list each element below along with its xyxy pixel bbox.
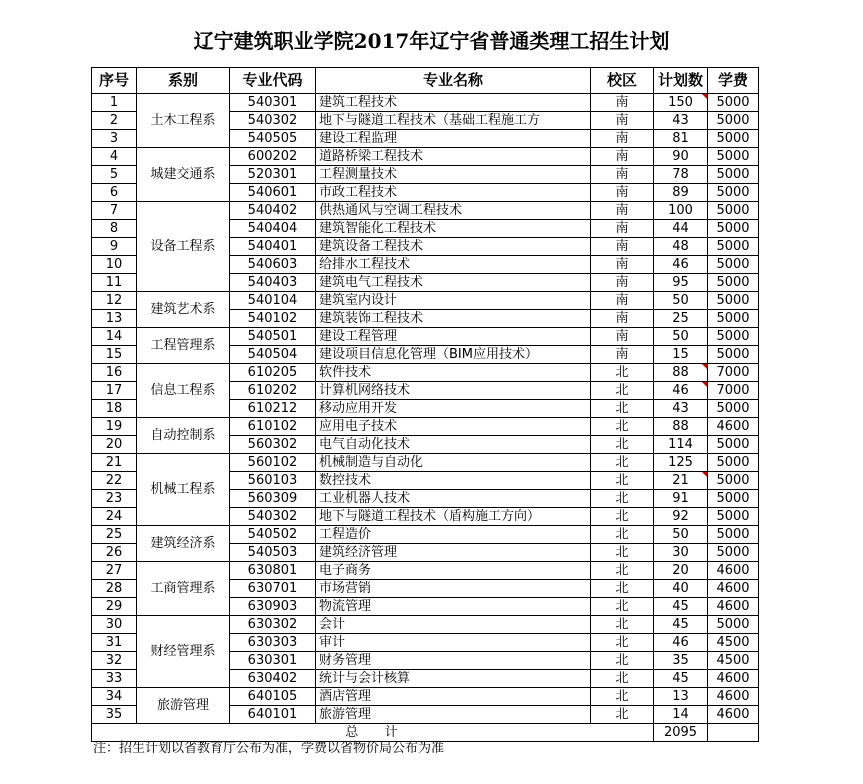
plan-count-cell (654, 508, 708, 526)
plan-count-cell (654, 418, 708, 436)
plan-count-cell (654, 400, 708, 418)
table-row (92, 688, 759, 706)
major-name-cell: 物流管理 (316, 598, 591, 616)
plan-count-cell (654, 436, 708, 454)
major-name-cell: 市场营销 (316, 580, 591, 598)
major-code-cell: 630402 (230, 670, 316, 688)
tuition-cell: 5000 (708, 130, 759, 148)
major-name-cell: 供热通风与空调工程技术 (316, 202, 591, 220)
major-code-cell: 630303 (230, 634, 316, 652)
plan-count-value: 50 (672, 329, 689, 344)
major-code-cell: 560102 (230, 454, 316, 472)
serial-no-cell: 3 (92, 130, 137, 148)
plan-count-value: 25 (672, 311, 689, 326)
plan-count-value: 45 (672, 617, 689, 632)
campus-cell: 北 (591, 580, 654, 598)
plan-count-cell (654, 688, 708, 706)
campus-cell: 南 (591, 202, 654, 220)
table-row (92, 94, 759, 112)
major-code-cell: 540503 (230, 544, 316, 562)
plan-count-value: 95 (672, 275, 689, 290)
tuition-cell: 4600 (708, 706, 759, 724)
plan-count-value: 88 (672, 419, 689, 434)
serial-no-cell: 35 (92, 706, 137, 724)
footnote: 注：招生计划以省教育厅公布为准，学费以省物价局公布为准 (93, 741, 445, 756)
cell-comment-indicator[interactable] (702, 94, 707, 99)
campus-cell: 北 (591, 616, 654, 634)
total-value: 2095 (654, 724, 708, 742)
campus-cell: 北 (591, 418, 654, 436)
serial-no-cell: 25 (92, 526, 137, 544)
tuition-cell: 5000 (708, 166, 759, 184)
major-code-cell: 600202 (230, 148, 316, 166)
plan-count-value: 45 (672, 671, 689, 686)
tuition-cell: 5000 (708, 274, 759, 292)
campus-cell: 北 (591, 706, 654, 724)
major-name-cell: 软件技术 (316, 364, 591, 382)
plan-count-value: 43 (672, 401, 689, 416)
plan-count-value: 35 (672, 653, 689, 668)
tuition-cell: 4600 (708, 580, 759, 598)
major-code-cell: 540603 (230, 256, 316, 274)
major-name-cell: 地下与隧道工程技术（基础工程施工方 (316, 112, 591, 130)
plan-count-value: 14 (672, 707, 689, 722)
plan-count-cell (654, 382, 708, 400)
table-header-row (92, 68, 759, 94)
header-major-name: 专业名称 (316, 68, 591, 94)
major-name-cell: 建筑经济管理 (316, 544, 591, 562)
plan-count-cell (654, 580, 708, 598)
major-code-cell: 630301 (230, 652, 316, 670)
serial-no-cell: 31 (92, 634, 137, 652)
plan-count-value: 15 (672, 347, 689, 362)
serial-no-cell: 23 (92, 490, 137, 508)
plan-count-cell (654, 130, 708, 148)
major-name-cell: 财务管理 (316, 652, 591, 670)
major-name-cell: 移动应用开发 (316, 400, 591, 418)
plan-count-cell (654, 238, 708, 256)
tuition-cell: 5000 (708, 310, 759, 328)
table-row (92, 328, 759, 346)
major-name-cell: 市政工程技术 (316, 184, 591, 202)
plan-count-cell (654, 454, 708, 472)
table-row (92, 202, 759, 220)
campus-cell: 北 (591, 544, 654, 562)
serial-no-cell: 19 (92, 418, 137, 436)
serial-no-cell: 9 (92, 238, 137, 256)
major-name-cell: 计算机网络技术 (316, 382, 591, 400)
plan-count-value: 150 (668, 95, 693, 110)
major-name-cell: 工业机器人技术 (316, 490, 591, 508)
plan-count-cell (654, 184, 708, 202)
tuition-cell: 5000 (708, 220, 759, 238)
tuition-cell: 5000 (708, 94, 759, 112)
campus-cell: 南 (591, 220, 654, 238)
plan-count-value: 90 (672, 149, 689, 164)
department-cell: 设备工程系 (137, 202, 230, 292)
campus-cell: 南 (591, 148, 654, 166)
plan-count-cell (654, 346, 708, 364)
plan-count-value: 114 (668, 437, 693, 452)
plan-count-cell (654, 166, 708, 184)
serial-no-cell: 1 (92, 94, 137, 112)
total-tuition-empty (708, 724, 759, 742)
table-row (92, 148, 759, 166)
tuition-cell: 5000 (708, 238, 759, 256)
tuition-cell: 5000 (708, 454, 759, 472)
plan-count-cell (654, 562, 708, 580)
major-code-cell: 540104 (230, 292, 316, 310)
campus-cell: 南 (591, 292, 654, 310)
campus-cell: 北 (591, 652, 654, 670)
header-major-code: 专业代码 (230, 68, 316, 94)
major-code-cell: 540502 (230, 526, 316, 544)
major-name-cell: 电子商务 (316, 562, 591, 580)
table-row (92, 562, 759, 580)
major-code-cell: 540301 (230, 94, 316, 112)
tuition-cell: 4600 (708, 418, 759, 436)
plan-count-value: 30 (672, 545, 689, 560)
campus-cell: 北 (591, 526, 654, 544)
plan-count-value: 125 (668, 455, 693, 470)
plan-count-value: 78 (672, 167, 689, 182)
header-tuition: 学费 (708, 68, 759, 94)
tuition-cell: 5000 (708, 472, 759, 490)
tuition-cell: 5000 (708, 328, 759, 346)
enrollment-plan-table (91, 67, 759, 742)
serial-no-cell: 24 (92, 508, 137, 526)
serial-no-cell: 13 (92, 310, 137, 328)
major-name-cell: 地下与隧道工程技术（盾构施工方向） (316, 508, 591, 526)
major-name-cell: 应用电子技术 (316, 418, 591, 436)
major-name-cell: 道路桥梁工程技术 (316, 148, 591, 166)
tuition-cell: 7000 (708, 364, 759, 382)
plan-count-value: 20 (672, 563, 689, 578)
campus-cell: 北 (591, 562, 654, 580)
header-department: 系别 (137, 68, 230, 94)
major-code-cell: 630801 (230, 562, 316, 580)
tuition-cell: 5000 (708, 490, 759, 508)
major-code-cell: 640105 (230, 688, 316, 706)
plan-count-value: 92 (672, 509, 689, 524)
major-name-cell: 给排水工程技术 (316, 256, 591, 274)
campus-cell: 北 (591, 688, 654, 706)
major-code-cell: 540501 (230, 328, 316, 346)
plan-count-cell (654, 274, 708, 292)
major-name-cell: 酒店管理 (316, 688, 591, 706)
tuition-cell: 4600 (708, 562, 759, 580)
serial-no-cell: 21 (92, 454, 137, 472)
tuition-cell: 4500 (708, 634, 759, 652)
plan-count-value: 40 (672, 581, 689, 596)
major-name-cell: 建筑室内设计 (316, 292, 591, 310)
table-row (92, 454, 759, 472)
serial-no-cell: 14 (92, 328, 137, 346)
major-name-cell: 电气自动化技术 (316, 436, 591, 454)
plan-count-cell (654, 112, 708, 130)
page-title: 辽宁建筑职业学院2017年辽宁省普通类理工招生计划 (193, 29, 670, 53)
major-name-cell: 建设工程监理 (316, 130, 591, 148)
total-label: 总 计 (92, 724, 654, 742)
campus-cell: 南 (591, 346, 654, 364)
cell-comment-indicator[interactable] (702, 364, 707, 369)
tuition-cell: 5000 (708, 112, 759, 130)
serial-no-cell: 34 (92, 688, 137, 706)
department-cell: 城建交通系 (137, 148, 230, 202)
campus-cell: 南 (591, 94, 654, 112)
plan-count-value: 13 (672, 689, 689, 704)
tuition-cell: 5000 (708, 526, 759, 544)
plan-count-cell (654, 670, 708, 688)
header-serial-no: 序号 (92, 68, 137, 94)
plan-count-cell (654, 544, 708, 562)
plan-count-value: 21 (672, 473, 689, 488)
major-code-cell: 540601 (230, 184, 316, 202)
campus-cell: 南 (591, 256, 654, 274)
tuition-cell: 5000 (708, 436, 759, 454)
plan-count-value: 50 (672, 293, 689, 308)
major-code-cell: 560103 (230, 472, 316, 490)
serial-no-cell: 15 (92, 346, 137, 364)
plan-count-cell (654, 202, 708, 220)
serial-no-cell: 5 (92, 166, 137, 184)
campus-cell: 北 (591, 436, 654, 454)
plan-count-cell (654, 472, 708, 490)
serial-no-cell: 18 (92, 400, 137, 418)
major-name-cell: 建筑装饰工程技术 (316, 310, 591, 328)
major-code-cell: 610212 (230, 400, 316, 418)
tuition-cell: 4600 (708, 670, 759, 688)
plan-count-value: 46 (672, 257, 689, 272)
tuition-cell: 5000 (708, 544, 759, 562)
major-code-cell: 540401 (230, 238, 316, 256)
department-cell: 土木工程系 (137, 94, 230, 148)
campus-cell: 北 (591, 508, 654, 526)
major-name-cell: 工程测量技术 (316, 166, 591, 184)
plan-count-value: 100 (668, 203, 693, 218)
tuition-cell: 5000 (708, 202, 759, 220)
plan-count-cell (654, 364, 708, 382)
tuition-cell: 5000 (708, 256, 759, 274)
campus-cell: 南 (591, 310, 654, 328)
department-cell: 信息工程系 (137, 364, 230, 418)
plan-count-value: 44 (672, 221, 689, 236)
serial-no-cell: 6 (92, 184, 137, 202)
plan-count-cell (654, 94, 708, 112)
serial-no-cell: 33 (92, 670, 137, 688)
campus-cell: 北 (591, 382, 654, 400)
major-code-cell: 640101 (230, 706, 316, 724)
campus-cell: 南 (591, 328, 654, 346)
tuition-cell: 5000 (708, 292, 759, 310)
campus-cell: 北 (591, 454, 654, 472)
major-code-cell: 540102 (230, 310, 316, 328)
serial-no-cell: 8 (92, 220, 137, 238)
tuition-cell: 5000 (708, 400, 759, 418)
major-name-cell: 审计 (316, 634, 591, 652)
campus-cell: 南 (591, 184, 654, 202)
plan-count-value: 45 (672, 599, 689, 614)
serial-no-cell: 29 (92, 598, 137, 616)
plan-count-cell (654, 526, 708, 544)
serial-no-cell: 2 (92, 112, 137, 130)
department-cell: 工商管理系 (137, 562, 230, 616)
major-code-cell: 540302 (230, 112, 316, 130)
serial-no-cell: 17 (92, 382, 137, 400)
serial-no-cell: 16 (92, 364, 137, 382)
tuition-cell: 5000 (708, 184, 759, 202)
plan-count-value: 91 (672, 491, 689, 506)
serial-no-cell: 4 (92, 148, 137, 166)
plan-count-value: 48 (672, 239, 689, 254)
tuition-cell: 5000 (708, 148, 759, 166)
campus-cell: 北 (591, 490, 654, 508)
major-code-cell: 630701 (230, 580, 316, 598)
serial-no-cell: 32 (92, 652, 137, 670)
major-code-cell: 560309 (230, 490, 316, 508)
campus-cell: 北 (591, 472, 654, 490)
plan-count-cell (654, 328, 708, 346)
major-name-cell: 建筑设备工程技术 (316, 238, 591, 256)
major-code-cell: 610202 (230, 382, 316, 400)
campus-cell: 北 (591, 598, 654, 616)
campus-cell: 南 (591, 166, 654, 184)
major-code-cell: 610102 (230, 418, 316, 436)
department-cell: 财经管理系 (137, 616, 230, 688)
plan-count-cell (654, 652, 708, 670)
tuition-cell: 7000 (708, 382, 759, 400)
major-code-cell: 610205 (230, 364, 316, 382)
plan-count-value: 43 (672, 113, 689, 128)
serial-no-cell: 26 (92, 544, 137, 562)
serial-no-cell: 11 (92, 274, 137, 292)
department-cell: 工程管理系 (137, 328, 230, 364)
campus-cell: 北 (591, 670, 654, 688)
tuition-cell: 4600 (708, 688, 759, 706)
serial-no-cell: 22 (92, 472, 137, 490)
major-name-cell: 数控技术 (316, 472, 591, 490)
table-row (92, 616, 759, 634)
plan-count-value: 89 (672, 185, 689, 200)
serial-no-cell: 30 (92, 616, 137, 634)
campus-cell: 北 (591, 400, 654, 418)
major-name-cell: 工程造价 (316, 526, 591, 544)
plan-count-cell (654, 634, 708, 652)
plan-count-value: 46 (672, 383, 689, 398)
department-cell: 旅游管理 (137, 688, 230, 724)
plan-count-cell (654, 490, 708, 508)
major-code-cell: 630903 (230, 598, 316, 616)
major-code-cell: 520301 (230, 166, 316, 184)
plan-count-cell (654, 256, 708, 274)
campus-cell: 南 (591, 130, 654, 148)
plan-count-cell (654, 616, 708, 634)
major-code-cell: 540505 (230, 130, 316, 148)
plan-count-value: 46 (672, 635, 689, 650)
plan-count-cell (654, 292, 708, 310)
plan-count-cell (654, 310, 708, 328)
campus-cell: 南 (591, 274, 654, 292)
plan-count-cell (654, 598, 708, 616)
tuition-cell: 5000 (708, 508, 759, 526)
table-row (92, 526, 759, 544)
major-code-cell: 540302 (230, 508, 316, 526)
major-code-cell: 630302 (230, 616, 316, 634)
plan-count-cell (654, 220, 708, 238)
tuition-cell: 5000 (708, 346, 759, 364)
serial-no-cell: 27 (92, 562, 137, 580)
major-code-cell: 540504 (230, 346, 316, 364)
major-name-cell: 会计 (316, 616, 591, 634)
major-name-cell: 建筑电气工程技术 (316, 274, 591, 292)
plan-count-cell (654, 706, 708, 724)
cell-comment-indicator[interactable] (702, 382, 707, 387)
header-campus: 校区 (591, 68, 654, 94)
campus-cell: 北 (591, 364, 654, 382)
serial-no-cell: 10 (92, 256, 137, 274)
tuition-cell: 5000 (708, 616, 759, 634)
cell-comment-indicator[interactable] (702, 472, 707, 477)
major-name-cell: 建设工程管理 (316, 328, 591, 346)
plan-count-value: 81 (672, 131, 689, 146)
plan-count-value: 88 (672, 365, 689, 380)
major-name-cell: 机械制造与自动化 (316, 454, 591, 472)
campus-cell: 南 (591, 238, 654, 256)
major-name-cell: 建筑智能化工程技术 (316, 220, 591, 238)
header-plan-count: 计划数 (654, 68, 708, 94)
major-code-cell: 540403 (230, 274, 316, 292)
campus-cell: 南 (591, 112, 654, 130)
major-code-cell: 540404 (230, 220, 316, 238)
major-name-cell: 旅游管理 (316, 706, 591, 724)
major-name-cell: 统计与会计核算 (316, 670, 591, 688)
major-name-cell: 建筑工程技术 (316, 94, 591, 112)
plan-count-value: 50 (672, 527, 689, 542)
table-row (92, 418, 759, 436)
department-cell: 机械工程系 (137, 454, 230, 526)
table-row (92, 292, 759, 310)
serial-no-cell: 7 (92, 202, 137, 220)
tuition-cell: 4600 (708, 598, 759, 616)
serial-no-cell: 12 (92, 292, 137, 310)
major-name-cell: 建设项目信息化管理（BIM应用技术） (316, 346, 591, 364)
serial-no-cell: 28 (92, 580, 137, 598)
plan-count-cell (654, 148, 708, 166)
major-code-cell: 560302 (230, 436, 316, 454)
department-cell: 建筑艺术系 (137, 292, 230, 328)
campus-cell: 北 (591, 634, 654, 652)
department-cell: 建筑经济系 (137, 526, 230, 562)
tuition-cell: 4500 (708, 652, 759, 670)
table-row (92, 364, 759, 382)
department-cell: 自动控制系 (137, 418, 230, 454)
serial-no-cell: 20 (92, 436, 137, 454)
major-code-cell: 540402 (230, 202, 316, 220)
